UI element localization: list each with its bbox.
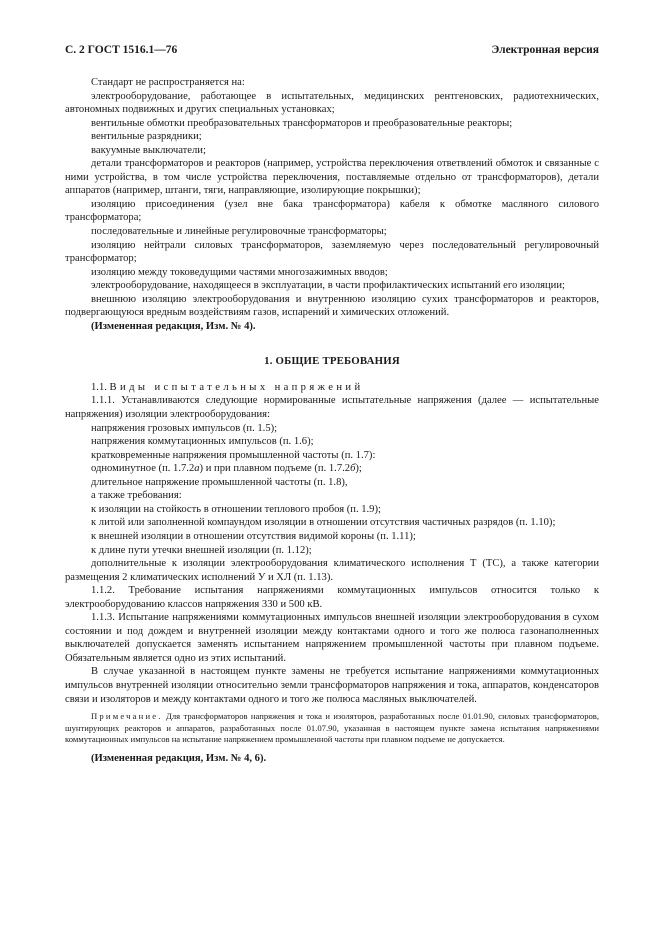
clause-item: кратковременные напряжения промышленной частоты (п. 1.7): [91,449,376,461]
header-standard-ref: С. 2 ГОСТ 1516.1—76 [65,44,178,56]
intro-item: изоляцию присоединения (узел вне бака трансформатора) кабеля к обмотке масляного силового трансформатора; [65,198,599,224]
intro-item: изоляцию между токоведущими частями многозажимных вводов; [91,266,388,278]
intro-item: электрооборудование, находящееся в эксплуатации, в части профилактических испытаний его изоляции; [91,280,565,292]
clause-item-oneminute [65,462,599,476]
page-header [65,44,599,60]
oneminute-text-a: одноминутное (п. 1.7.2 [91,463,195,475]
oneminute-italic-a: a [194,463,200,475]
clause-item: к изоляции на стойкость в отношении теплового пробоя (п. 1.9); [91,503,381,515]
section-title: 1. ОБЩИЕ ТРЕБОВАНИЯ [264,355,400,368]
subsection-number: 1.1. [91,381,107,393]
clause-1-1-2: 1.1.2. Требование испытания напряжениями коммутационных импульсов относится только к электрооборудованию классов напряжения 330 и 500 кВ. [65,585,599,610]
subsection-title: Виды испытательных напряжений [109,381,364,393]
oneminute-text-e: ); [355,463,362,475]
clause-item: к длине пути утечки внешней изоляции (п. 1.12); [91,544,312,556]
header-electronic-version: Электронная версия [491,44,599,56]
note-text: Для трансформаторов напряжения и тока и изоляторов, разработанных после 01.01.90, силовых трансформаторов, шунтирующих реакторов и аппаратов, разработанных после 01.07.90, указанная в настоящем пункте замена испытания напряжениями коммутационных импульсов на испытание напряжением промышленной частоты при плавном подъеме не допускается. [65,711,599,745]
clause-item: напряжения коммутационных импульсов (п. 1.6); [91,436,314,448]
clause-1-1-1: 1.1.1. Устанавливаются следующие нормированные испытательные напряжения (далее — испытательные напряжения) изоляции электрооборудования: [65,395,599,421]
oneminute-text-c: ) и при плавном подъеме (п. 1.7.2 [199,463,351,475]
subsection-heading [65,381,599,395]
clause-1-1-3-continued: В случае указанной в настоящем пункте замены не требуется испытание напряжениями коммутационных импульсов внутренней изоляции относительно земли трансформаторов напряжения и тока, аппаратов, конденсаторов связи и изоляторов и между контактами одного и того же полюса масляных выключателей. [65,666,599,705]
oneminute-italic-b: б [350,463,356,475]
intro-item: изоляцию нейтрали силовых трансформаторов, заземляемую через последовательный регулировочный трансформатор; [65,239,599,265]
intro-item: вакуумные выключатели; [91,144,206,156]
intro-item: внешнюю изоляцию электрооборудования и внутреннюю изоляцию сухих трансформаторов и реакторов, подвергающуюся вредным воздействиям газов, испарений и химических отложений. [65,293,599,319]
intro-item: последовательные и линейные регулировочные трансформаторы; [91,226,387,238]
clause-item: дополнительные к изоляции электрооборудования климатического исполнения Т (ТС), а также категории размещения 2 климатических исполнений У и ХЛ (п. 1.13). [65,558,599,583]
intro-lead: Стандарт не распространяется на: [91,77,245,88]
intro-item: детали трансформаторов и реакторов (например, устройства переключения ответвлений обмоток и связанные с ними устройства, в том числе устройства переключения, поставляемые отдельно от трансформаторов), детали аппаратов (например, штанги, тяги, направляющие, изолирующие покрышки); [65,158,599,197]
clause-item: к литой или заполненной компаундом изоляции в отношении отсутствия частичных разрядов (п. 1.10); [91,517,556,529]
note-paragraph [65,711,599,746]
intro-item: вентильные разрядники; [91,131,202,143]
clause-item: к внешней изоляции в отношении отсутствия видимой короны (п. 1.11); [91,530,416,542]
intro-revision-note: (Измененная редакция, Изм. № 4). [91,320,256,332]
clause-item: длительное напряжение промышленной частоты (п. 1.8), [91,476,348,488]
intro-item: вентильные обмотки преобразовательных трансформаторов и преобразовательные реакторы; [91,117,513,129]
intro-item: электрооборудование, работающее в испытательных, медицинских рентгеновских, радиотехнических, автономных подвижных и других специальных установках; [65,90,599,116]
document-body [65,76,599,765]
clause-item: напряжения грозовых импульсов (п. 1.5); [91,422,278,434]
clause-1-1-3: 1.1.3. Испытание напряжениями коммутационных импульсов внешней изоляции электрооборудования в сухом состоянии и под дождем и внутренней изоляции между контактами одного и того же полюса газонаполненных выключателей допускается заменять испытанием напряжением промышленной частоты при плавном подъеме. Обязательным является одно из этих испытаний. [65,612,599,664]
section-revision-note: (Измененная редакция, Изм. № 4, 6). [91,752,267,764]
clause-item: а также требования: [91,490,182,502]
note-label: Примечание. [91,711,163,722]
